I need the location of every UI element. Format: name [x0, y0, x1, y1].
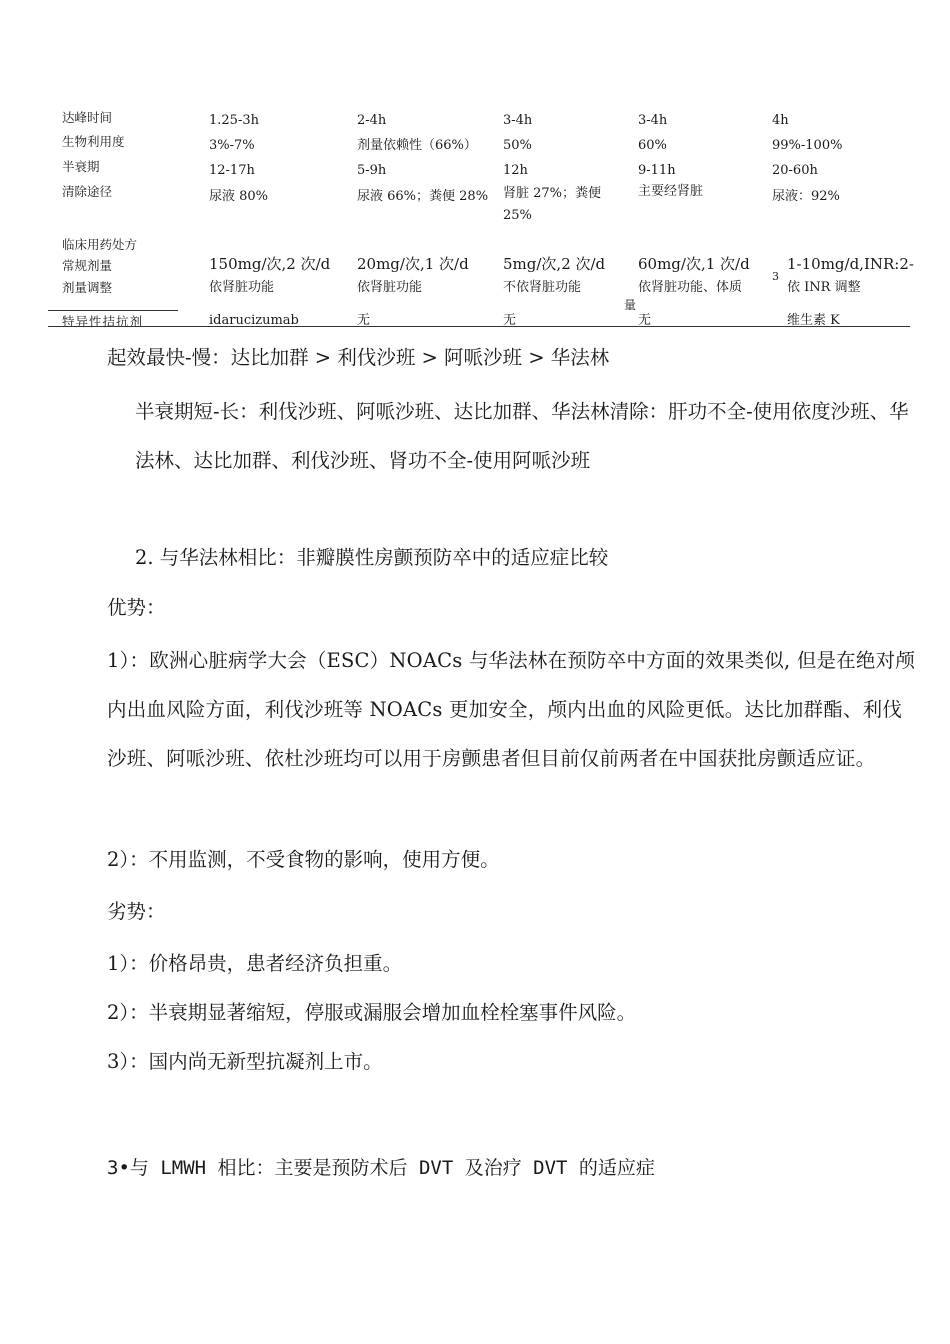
table-cell: 3-4h	[638, 113, 668, 128]
table-cell: 50%	[503, 138, 532, 153]
disadvantage-item-3: 3）：国内尚无新型抗凝剂上市。	[107, 1050, 383, 1073]
row-label-half-life: 半衰期	[62, 159, 100, 174]
overflow-text: 量	[624, 298, 637, 312]
table-cell: 维生素 K	[787, 313, 840, 328]
advantage-item-2: 2）：不用监测，不受食物的影响，使用方便。	[107, 848, 500, 871]
table-cell: 150mg/次,2 次/d	[209, 255, 331, 273]
table-cell: 不依肾脏功能	[503, 280, 582, 295]
advantages-heading: 优势：	[107, 596, 166, 619]
table-cell: 60%	[638, 138, 667, 153]
row-label-clinical-prescription: 临床用药处方	[62, 237, 138, 252]
table-cell: 20mg/次,1 次/d	[357, 255, 469, 273]
table-cell: 肾脏 27%；粪便 25%	[503, 186, 602, 223]
table-cell: 主要经肾脏	[638, 184, 704, 199]
table-cell: 60mg/次,1 次/d	[638, 255, 750, 273]
section-3-heading: 3•与 LMWH 相比：主要是预防术后 DVT 及治疗 DVT 的适应症	[107, 1157, 655, 1179]
advantage-item-1: 1）：欧洲心脏病学大会（ESC）NOACs 与华法林在预防卒中方面的效果类似, 但是在绝对颅内出血风险方面，利伐沙班等 NOACs 更加安全，颅内出血的风险更低。达比加群酯、利伐沙班、阿哌沙班、依杜沙班均可以用于房颤患者但目前仅前两者在中国获批房颤适应证。	[107, 649, 916, 770]
table-cell: 5mg/次,2 次/d	[503, 255, 606, 273]
table-cell: 依肾脏功能、体质	[638, 280, 743, 295]
table-cell: 1.25-3h	[209, 113, 259, 128]
table-separator	[48, 310, 178, 311]
table-cell: 20-60h	[772, 163, 818, 178]
table-cell: idarucizumab	[209, 313, 299, 328]
onset-speed-paragraph: 起效最快-慢：达比加群 > 利伐沙班 > 阿哌沙班 > 华法林	[107, 346, 610, 369]
table-cell: 依 INR 调整	[787, 280, 861, 295]
half-life-paragraph: 半衰期短-长：利伐沙班、阿哌沙班、达比加群、华法林清除：肝功不全-使用依度沙班、华法林、达比加群、利伐沙班、肾功不全-使用阿哌沙班	[135, 400, 909, 472]
table-cell: 无	[357, 313, 371, 328]
table-cell: 99%-100%	[772, 138, 843, 153]
table-cell: 依肾脏功能	[209, 280, 275, 295]
row-label-antidote: 特异性拮抗剂	[62, 314, 144, 329]
table-cell: 尿液 66%；粪便 28%	[357, 189, 489, 204]
table-cell: 剂量依赖性（66%）	[357, 138, 477, 153]
table-cell: 无	[638, 313, 652, 328]
disadvantages-heading: 劣势：	[107, 900, 166, 923]
table-cell: 12h	[503, 163, 528, 178]
row-label-peak-time: 达峰时间	[62, 110, 113, 125]
table-bottom-border	[48, 326, 910, 327]
table-cell: 3-4h	[503, 113, 533, 128]
section-2-heading: 2. 与华法林相比：非瓣膜性房颤预防卒中的适应症比较	[135, 546, 609, 569]
table-cell: 尿液 80%	[209, 189, 269, 204]
row-label-bioavailability: 生物利用度	[62, 134, 125, 149]
table-cell: 尿液：92%	[772, 189, 840, 204]
table-cell: 无	[503, 313, 517, 328]
table-cell: 9-11h	[638, 163, 676, 178]
table-cell: 依肾脏功能	[357, 280, 423, 295]
table-cell: 3%-7%	[209, 138, 255, 153]
table-cell: 5-9h	[357, 163, 387, 178]
table-cell: 4h	[772, 113, 789, 128]
disadvantage-item-2: 2）：半衰期显著缩短，停服或漏服会增加血栓栓塞事件风险。	[107, 1001, 637, 1024]
table-cell: 2-4h	[357, 113, 387, 128]
row-label-dose-adjustment: 剂量调整	[62, 280, 113, 295]
table-cell: 1-10mg/d,INR:2-	[787, 255, 914, 273]
row-label-standard-dose: 常规剂量	[62, 258, 113, 273]
overflow-digit: 3	[772, 270, 779, 283]
row-label-elimination: 清除途径	[62, 184, 113, 199]
disadvantage-item-1: 1）：价格昂贵，患者经济负担重。	[107, 952, 403, 975]
table-cell: 12-17h	[209, 163, 255, 178]
